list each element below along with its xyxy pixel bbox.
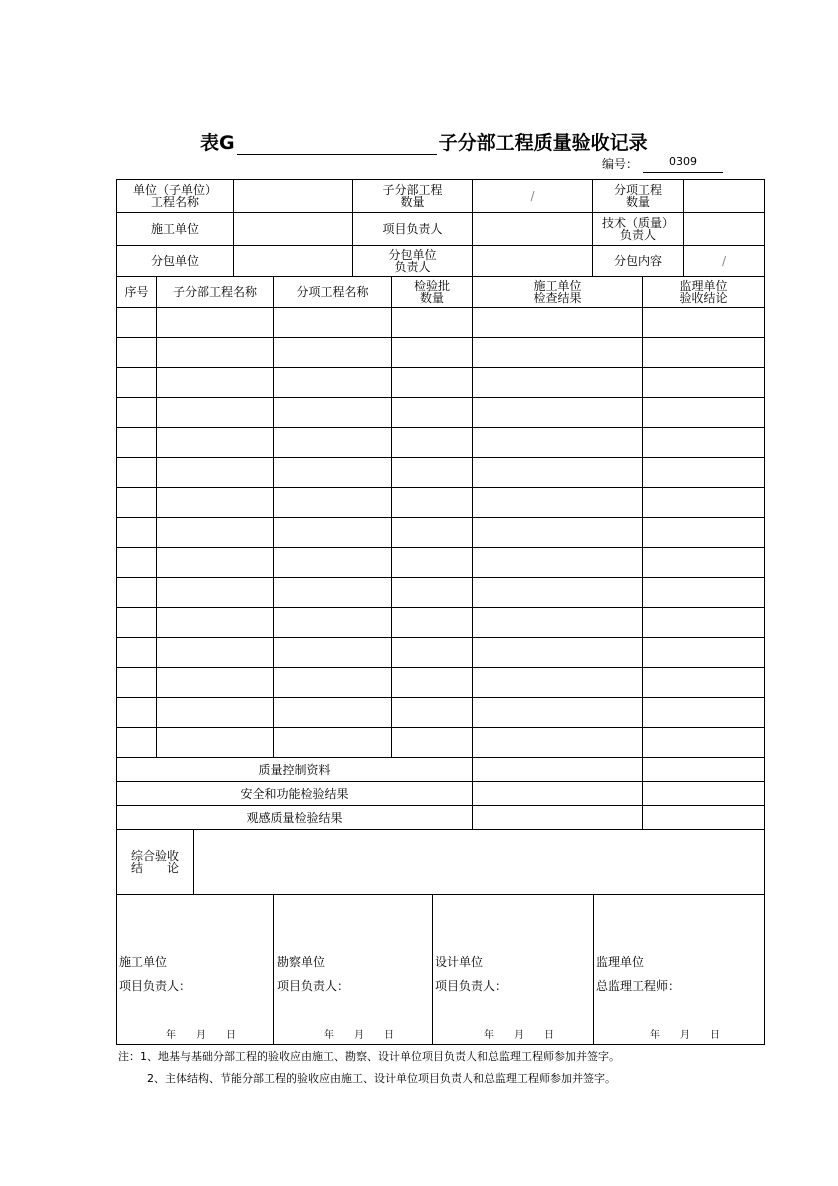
title-blank[interactable] xyxy=(237,134,437,155)
project-leader-field[interactable] xyxy=(473,213,592,245)
col-batch-count: 检验批 数量 xyxy=(413,279,450,305)
summary-appearance-quality: 观感质量检验结果 xyxy=(246,810,343,825)
subcontract-unit-label: 分包单位 xyxy=(150,254,199,268)
sig-supervision-unit: 监理单位 xyxy=(596,955,645,969)
sig-supervision-date: 年 月 日 xyxy=(650,1030,720,1041)
subcontract-leader-label: 分包单位 负责人 xyxy=(388,248,437,274)
subcontract-content-value[interactable]: / xyxy=(721,254,727,268)
summary-safety-function: 安全和功能检验结果 xyxy=(240,786,349,801)
construction-unit-field[interactable] xyxy=(234,213,352,245)
title-suffix: 子分部工程质量验收记录 xyxy=(438,132,648,154)
construction-unit-label: 施工单位 xyxy=(150,222,199,236)
sig-construction-date: 年 月 日 xyxy=(166,1030,236,1041)
sig-survey-person: 项目负责人： xyxy=(277,979,350,993)
number-label: 编号： xyxy=(602,157,639,171)
unit-name-label: 单位（子单位） 工程名称 xyxy=(132,183,217,209)
subdivision-count-label: 子分部工程 数量 xyxy=(382,183,443,209)
sig-design-date: 年 月 日 xyxy=(484,1030,554,1041)
item-count-label: 分项工程 数量 xyxy=(613,183,662,209)
sig-design-person: 项目负责人： xyxy=(435,979,508,993)
page-title xyxy=(200,128,648,155)
subcontract-unit-field[interactable] xyxy=(234,246,352,276)
item-count-field[interactable] xyxy=(684,180,764,212)
sig-design-unit: 设计单位 xyxy=(435,955,484,969)
summary-quality-control: 质量控制资料 xyxy=(258,762,331,777)
sig-supervision-person: 总监理工程师： xyxy=(596,979,681,993)
conclusion-label: 综合验收 结 论 xyxy=(130,849,179,875)
sig-construction-unit: 施工单位 xyxy=(119,955,168,969)
tech-leader-label: 技术（质量） 负责人 xyxy=(601,216,674,242)
subdivision-count-value[interactable]: / xyxy=(530,189,535,203)
col-subdivision-name: 子分部工程名称 xyxy=(172,285,257,299)
project-leader-label: 项目负责人 xyxy=(382,222,443,236)
subcontract-leader-field[interactable] xyxy=(473,246,592,276)
col-item-name: 分项工程名称 xyxy=(296,285,369,299)
conclusion-field[interactable] xyxy=(194,830,764,894)
unit-name-field[interactable] xyxy=(234,180,352,212)
note-2: 2、主体结构、节能分部工程的验收应由施工、设计单位项目负责人和总监理工程师参加并签字。 xyxy=(147,1072,616,1085)
sig-construction-person: 项目负责人： xyxy=(119,979,192,993)
sig-survey-unit: 勘察单位 xyxy=(277,955,326,969)
col-supervision-conclusion: 监理单位 验收结论 xyxy=(679,279,728,305)
subcontract-content-label: 分包内容 xyxy=(613,254,662,268)
tech-leader-field[interactable] xyxy=(684,213,764,245)
sig-survey-date: 年 月 日 xyxy=(324,1030,394,1041)
number-value: 0309 xyxy=(643,155,723,173)
note-1: 注：1、地基与基础分部工程的验收应由施工、勘察、设计单位项目负责人和总监理工程师参加并签字。 xyxy=(118,1050,620,1063)
col-seq: 序号 xyxy=(124,285,149,299)
title-prefix: 表G xyxy=(200,132,235,154)
col-construction-result: 施工单位 检查结果 xyxy=(533,279,582,305)
